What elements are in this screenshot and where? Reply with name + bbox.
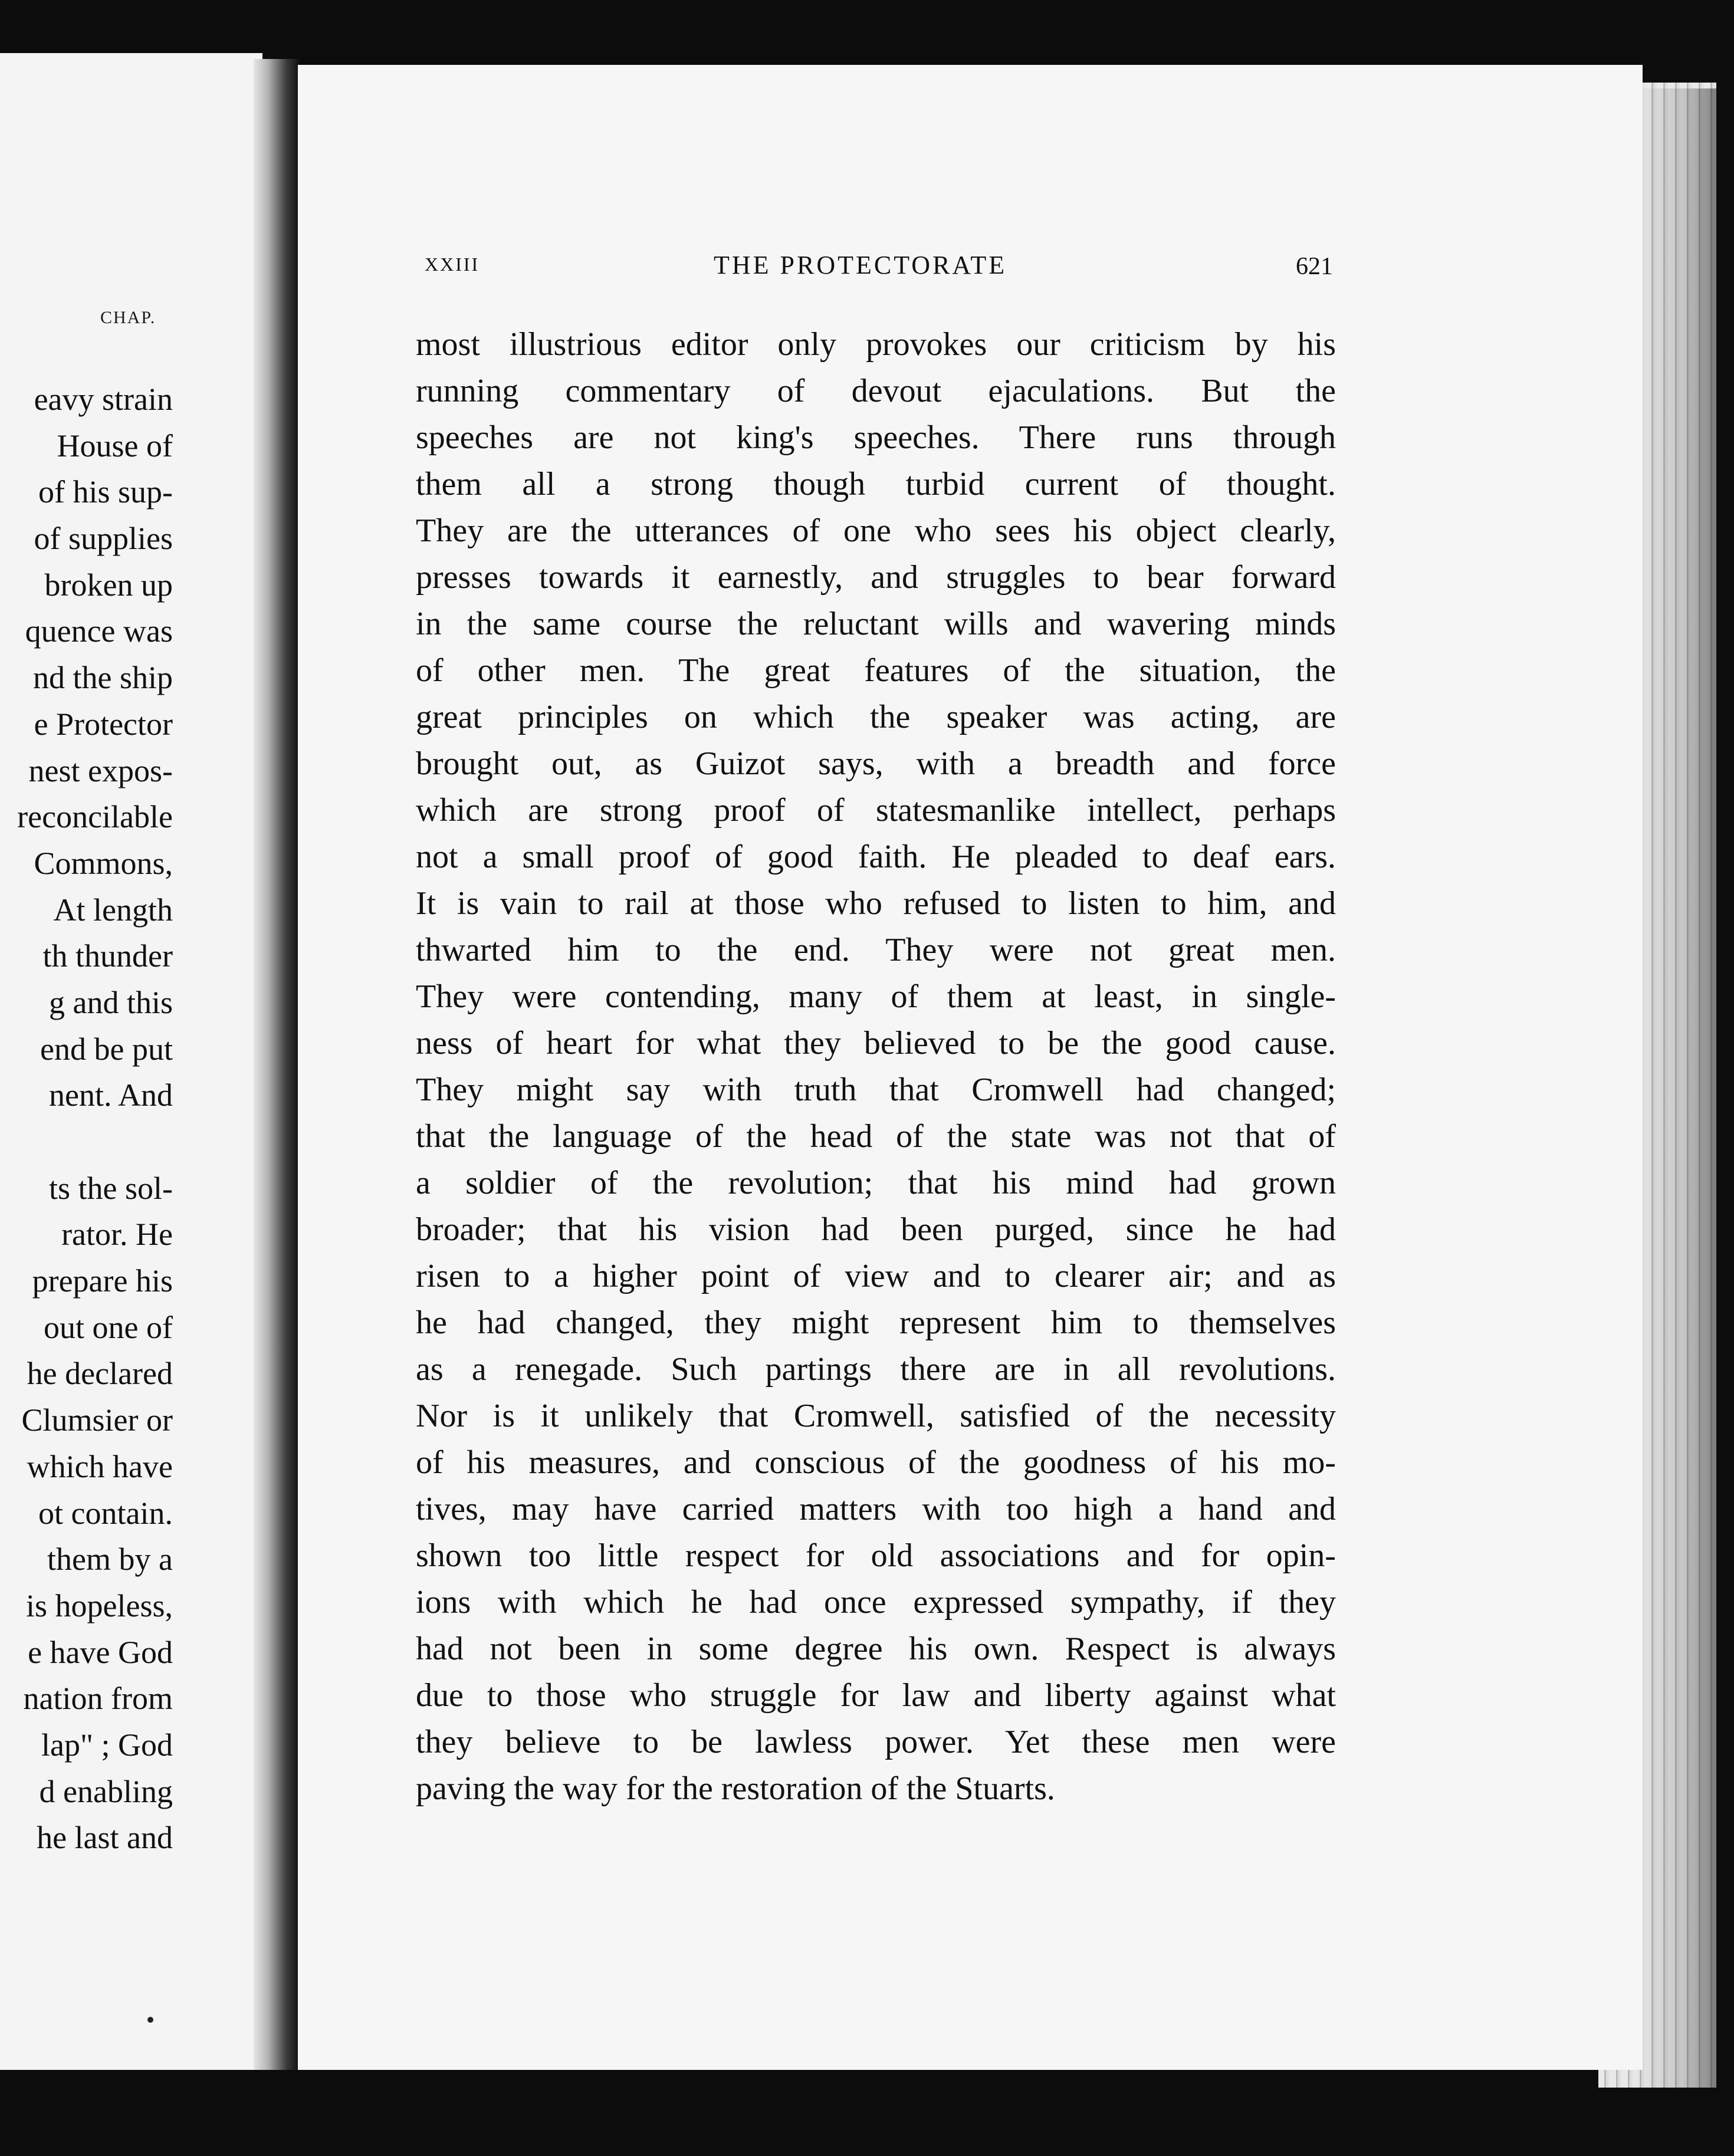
text-line: them all a strong though turbid current of thought. <box>416 466 1336 502</box>
text-line: d enabling <box>39 1773 173 1809</box>
text-line: is hopeless, <box>26 1588 173 1623</box>
text-line: ts the sol- <box>49 1170 173 1206</box>
text-line: risen to a higher point of view and to clearer air; and as <box>416 1258 1336 1294</box>
text-line: Commons, <box>34 845 173 881</box>
text-line: they believe to be lawless power. Yet these men were <box>416 1724 1336 1760</box>
text-line: tives, may have carried matters with too high a hand and <box>416 1491 1336 1527</box>
text-line: quence was <box>25 613 173 649</box>
text-line: nation from <box>23 1681 173 1717</box>
text-line: of supplies <box>34 521 173 557</box>
text-line: due to those who struggle for law and liberty against what <box>416 1677 1336 1714</box>
text-line: ot contain. <box>38 1495 173 1531</box>
text-line: nest expos- <box>28 752 173 788</box>
chapter-number: XXIII <box>425 254 480 275</box>
text-line: broken up <box>44 567 173 603</box>
text-line: e Protector <box>34 706 173 742</box>
running-head <box>425 251 1333 283</box>
text-line: most illustrious editor only provokes our criticism by his <box>416 326 1336 363</box>
page-number: 621 <box>1296 253 1333 280</box>
page-edges-shadow <box>1634 88 1716 2088</box>
text-line: rator. He <box>61 1217 173 1253</box>
text-line <box>17 1119 173 1165</box>
text-line: presses towards it earnestly, and struggles to bear forward <box>416 559 1336 596</box>
text-line: th thunder <box>42 938 173 974</box>
text-line: that the language of the head of the state was not that of <box>416 1118 1336 1155</box>
text-line: It is vain to rail at those who refused to listen to him, and <box>416 885 1336 922</box>
text-line: Nor is it unlikely that Cromwell, satisfied of the necessity <box>416 1398 1336 1434</box>
text-line: broader; that his vision had been purged, since he had <box>416 1211 1336 1248</box>
text-line: which are strong proof of statesmanlike intellect, perhaps <box>416 792 1336 829</box>
text-line: Clumsier or <box>21 1402 173 1438</box>
book-gutter-shadow <box>254 59 301 2070</box>
text-line: paving the way for the restoration of the Stuarts. <box>416 1770 1055 1807</box>
text-line: e have God <box>28 1634 173 1670</box>
text-line: end be put <box>40 1031 173 1067</box>
text-line: them by a <box>47 1542 173 1577</box>
text-line: ness of heart for what they believed to be the good cause. <box>416 1025 1336 1061</box>
text-line: House of <box>57 428 173 464</box>
text-line: prepare his <box>32 1263 173 1299</box>
text-line: not a small proof of good faith. He pleaded to deaf ears. <box>416 839 1336 875</box>
body-text <box>416 321 1336 1812</box>
text-line: which have <box>27 1448 173 1484</box>
text-line: g and this <box>49 984 173 1020</box>
text-line: reconcilable <box>17 799 173 835</box>
text-line: nent. And <box>49 1077 173 1113</box>
text-line: of his sup- <box>38 474 173 510</box>
text-line: They were contending, many of them at least, in single- <box>416 978 1336 1015</box>
text-line: in the same course the reluctant wills and wavering minds <box>416 606 1336 642</box>
text-line: of other men. The great features of the situation, the <box>416 652 1336 689</box>
text-line: had not been in some degree his own. Respect is always <box>416 1631 1336 1667</box>
text-line: as a renegade. Such partings there are in all revolutions. <box>416 1351 1336 1388</box>
left-page-text <box>17 376 173 1861</box>
left-running-head: CHAP. <box>100 308 156 327</box>
ink-speck <box>147 2017 153 2023</box>
text-line: running commentary of devout ejaculations. But the <box>416 373 1336 409</box>
text-line: out one of <box>44 1309 173 1345</box>
text-line: ions with which he had once expressed sympathy, if they <box>416 1584 1336 1621</box>
text-line: They might say with truth that Cromwell had changed; <box>416 1072 1336 1108</box>
text-line: he last and <box>37 1820 173 1856</box>
text-line: They are the utterances of one who sees his object clearly, <box>416 512 1336 549</box>
text-line: thwarted him to the end. They were not great men. <box>416 932 1336 968</box>
text-line: speeches are not king's speeches. There runs through <box>416 419 1336 456</box>
page-title: THE PROTECTORATE <box>714 251 1007 280</box>
left-page <box>0 53 262 2070</box>
text-line: shown too little respect for old associations and for opin- <box>416 1537 1336 1574</box>
text-line: eavy strain <box>34 382 173 417</box>
text-line: nd the ship <box>33 660 173 696</box>
text-line: brought out, as Guizot says, with a breadth and force <box>416 745 1336 782</box>
text-line: lap" ; God <box>41 1727 173 1763</box>
text-line: he had changed, they might represent him to themselves <box>416 1304 1336 1341</box>
text-line: At length <box>53 892 173 928</box>
text-line: a soldier of the revolution; that his mind had grown <box>416 1165 1336 1201</box>
text-line: great principles on which the speaker was acting, are <box>416 699 1336 735</box>
text-line: of his measures, and conscious of the goodness of his mo- <box>416 1444 1336 1481</box>
text-line: he declared <box>27 1356 173 1392</box>
